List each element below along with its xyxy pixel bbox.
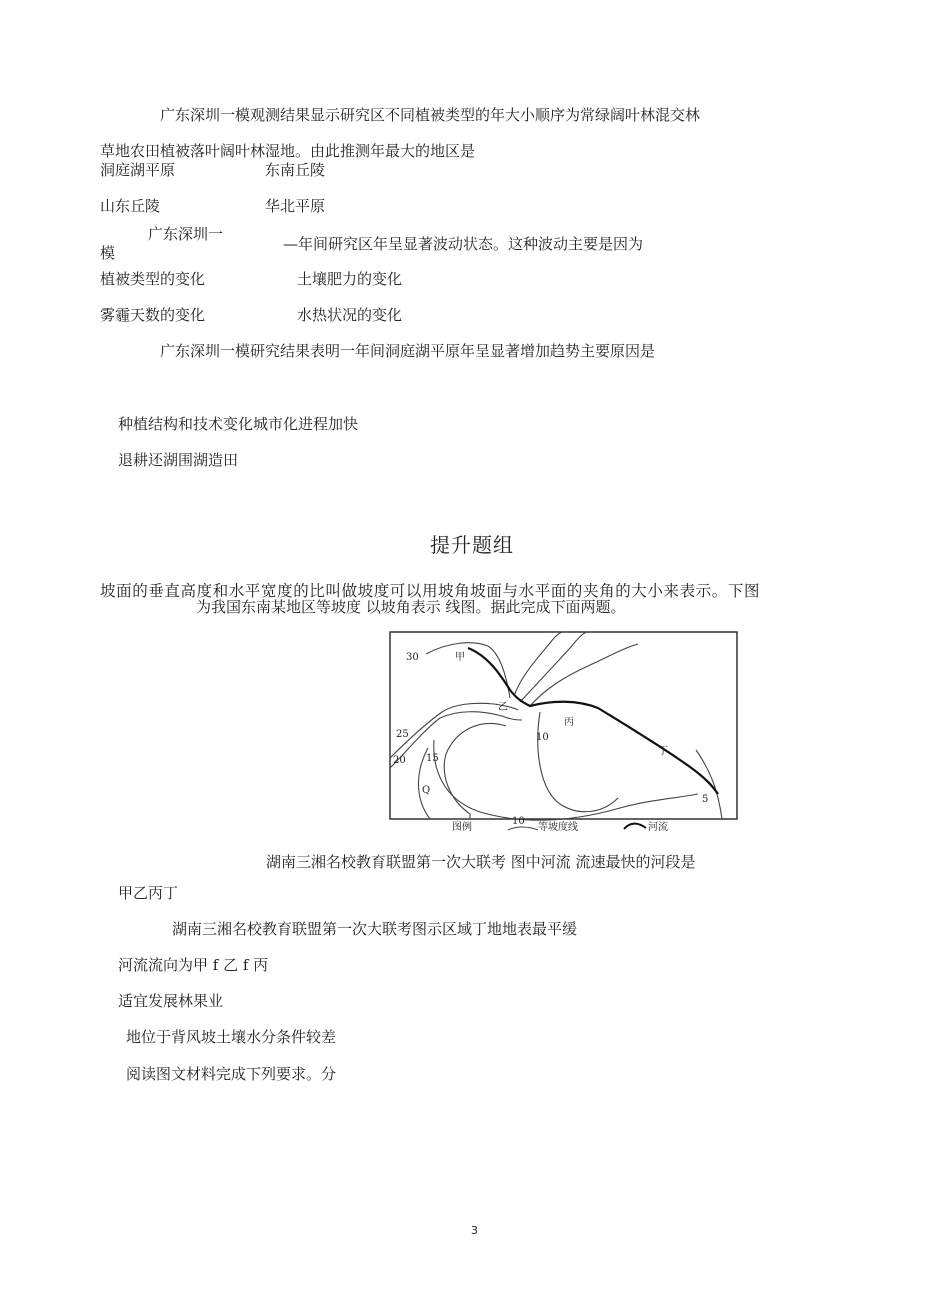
legend-title: 图例 [452, 822, 472, 833]
river [468, 648, 718, 794]
point-label-yi: 乙 [498, 702, 508, 713]
point-label-ding: 丁 [658, 746, 668, 757]
slope-contour-map [388, 630, 740, 840]
contour-label-15: 15 [426, 753, 439, 764]
q1-option-b: 东南丘陵 [265, 161, 326, 179]
contour-label-10: 10 [536, 732, 549, 743]
q1-stem-line2: 草地农田植被落叶阔叶林湿地。由此推测年最大的地区是 [100, 142, 476, 160]
contour-upper-c [530, 644, 638, 706]
q4-stem: 湖南三湘名校教育联盟第一次大联考 图中河流 流速最快的河段是 [266, 853, 696, 871]
intro-line2: 为我国东南某地区等坡度 以坡角表示 线图。据此完成下面两题。 [196, 598, 626, 616]
q1-stem-line1: 广东深圳一模观测结果显示研究区不同植被类型的年大小顺序为常绿阔叶林混交林 [160, 106, 701, 124]
q1-option-d: 华北平原 [265, 197, 326, 215]
legend-river-label: 河流 [648, 822, 668, 833]
reading-prompt: 阅读图文材料完成下列要求。分 [126, 1065, 337, 1083]
q5-stem: 湖南三湘名校教育联盟第一次大联考图示区域丁地地表最平缓 [172, 920, 578, 938]
q2-source-b: 模 [100, 244, 116, 262]
contour-label-30: 30 [406, 652, 419, 663]
contour-label-25: 25 [396, 729, 409, 740]
q2-stem: —年间研究区年呈显著波动状态。这种波动主要是因为 [283, 235, 644, 253]
contour-label-20: 20 [393, 755, 406, 766]
q5-option-3: 地位于背风坡土壤水分条件较差 [126, 1028, 337, 1046]
point-label-jia: 甲 [455, 652, 465, 663]
q5-option-2: 适宜发展林果业 [118, 992, 224, 1010]
q5-option-1: 河流流向为甲 f 乙 f 丙 [118, 956, 269, 974]
q3-stem: 广东深圳一模研究结果表明一年间洞庭湖平原年呈显著增加趋势主要原因是 [160, 342, 656, 360]
point-label-q: Q [422, 785, 431, 796]
contour-15-loop [444, 724, 506, 819]
contour-label-5: 5 [702, 794, 709, 805]
contour-upper-a [514, 632, 564, 696]
contour-20 [390, 712, 522, 768]
q2-source-a: 广东深圳一 [148, 225, 224, 243]
point-label-bing: 丙 [564, 717, 574, 728]
legend-contour-label: 等坡度线 [538, 822, 578, 833]
q2-option-b: 土壤肥力的变化 [297, 270, 403, 288]
section-title: 提升题组 [430, 533, 514, 557]
q1-option-a: 洞庭湖平原 [100, 161, 176, 179]
page-number: 3 [471, 1224, 478, 1237]
q2-option-a: 植被类型的变化 [100, 270, 206, 288]
contour-10 [538, 712, 618, 812]
q4-options: 甲乙丙丁 [118, 884, 179, 902]
q2-option-d: 水热状况的变化 [297, 306, 403, 324]
q3-options-line2: 退耕还湖围湖造田 [118, 451, 239, 469]
q1-option-c: 山东丘陵 [100, 197, 161, 215]
legend-sample-value: 10 [512, 816, 525, 827]
legend-river-sample [622, 820, 648, 832]
q3-options-line1: 种植结构和技术变化城市化进程加快 [118, 415, 359, 433]
q2-option-c: 雾霾天数的变化 [100, 306, 206, 324]
intro-line1: 坡面的垂直高度和水平宽度的比叫做坡度可以用坡角坡面与水平面的夹角的大小来表示。下图 [100, 582, 761, 600]
